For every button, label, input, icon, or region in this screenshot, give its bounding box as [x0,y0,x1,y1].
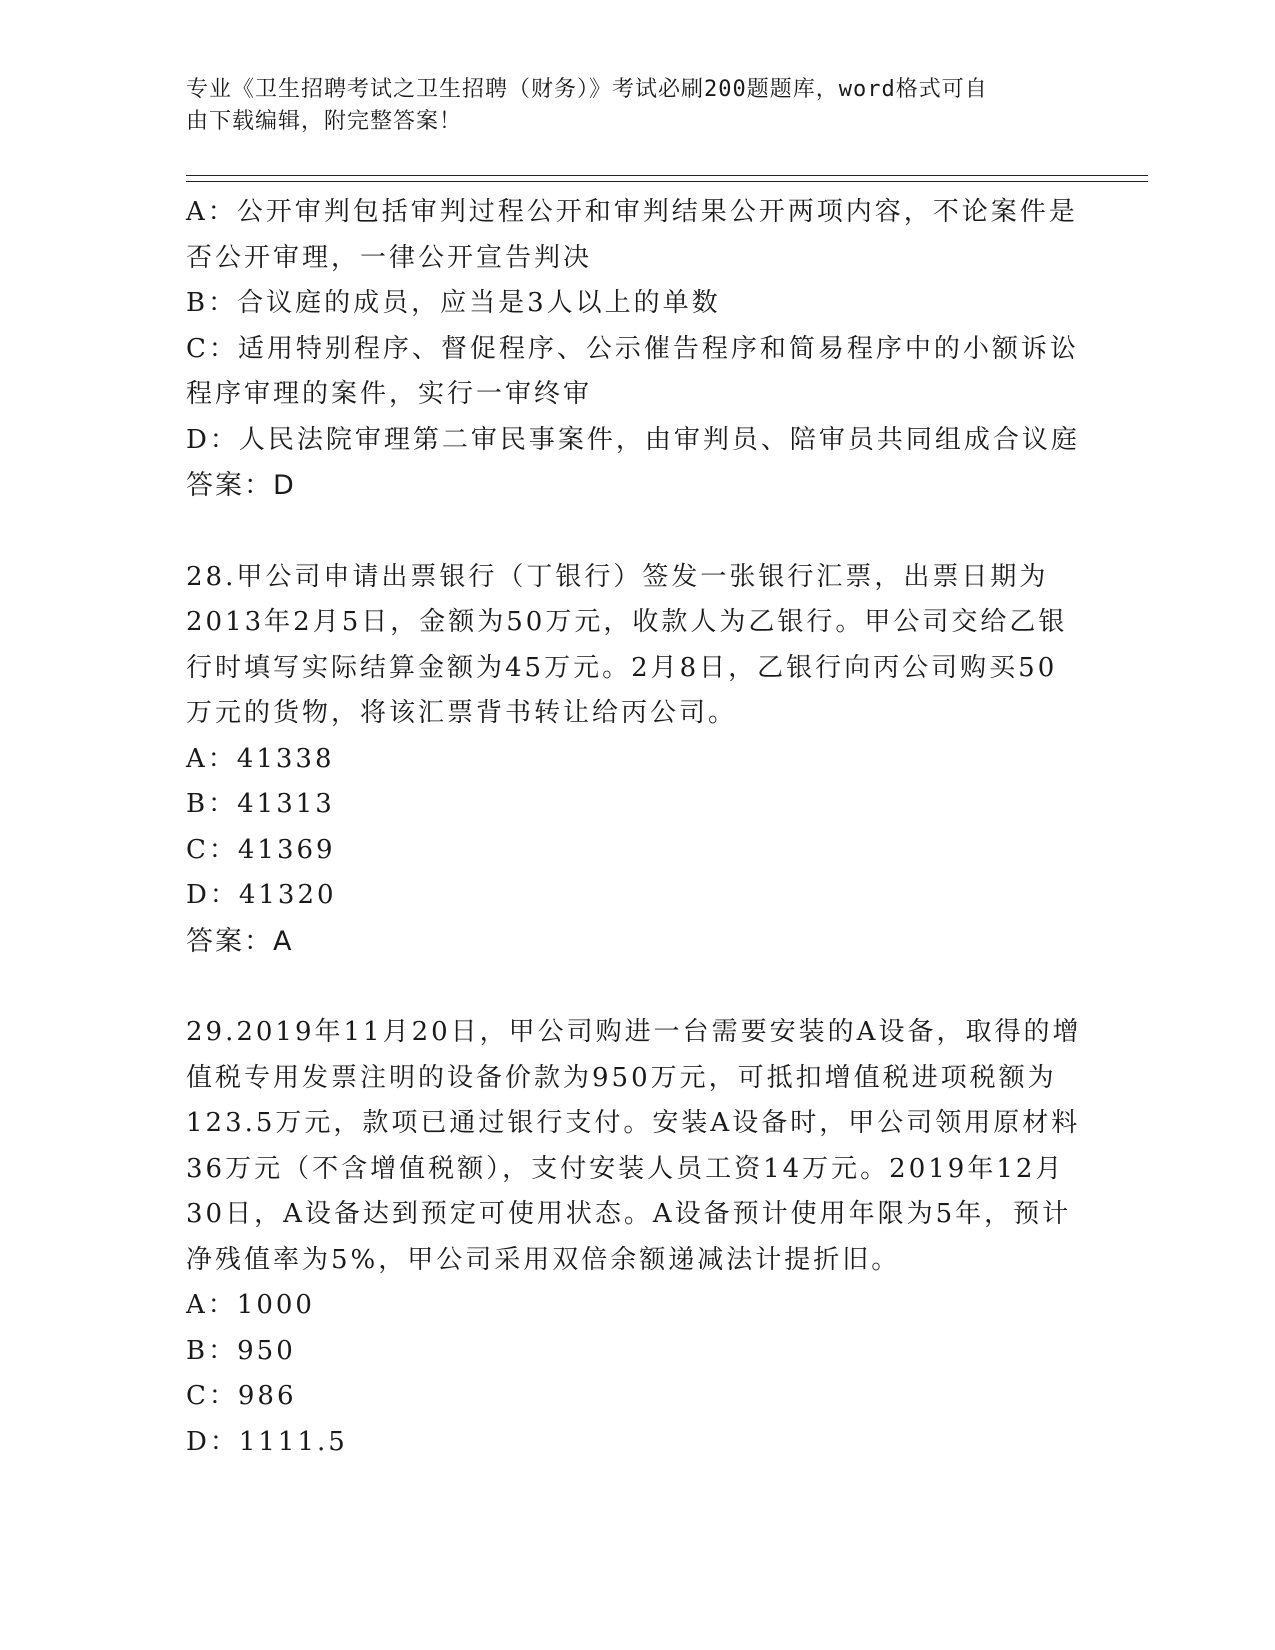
question-27 [186,190,1080,509]
question-text: 28.甲公司申请出票银行（丁银行）签发一张银行汇票，出票日期为 [186,561,1049,592]
option-d: D：1111.5 [186,1426,348,1457]
header-divider [186,175,1148,176]
question-text: 行时填写实际结算金额为45万元。2月8日，乙银行向丙公司购买50 [186,652,1058,683]
option-b: B：41313 [186,789,335,819]
header-line: 专业《卫生招聘考试之卫生招聘（财务）》考试必刷200题题库，word格式可自 [186,77,988,102]
question-text: 净残值率为5%，甲公司采用双倍余额递减法计提折旧。 [186,1244,901,1275]
header-divider [186,181,1148,182]
option-c: C：41369 [186,834,336,865]
question-text: 万元的货物，将该汇票背书转让给丙公司。 [186,698,738,728]
document-body [186,190,1082,1465]
option-c-cont: 程序审理的案件，实行一审终审 [186,379,593,409]
option-a-cont: 否公开审理，一律公开宣告判决 [186,242,593,273]
question-28 [186,555,1066,965]
header-line: 由下载编辑，附完整答案！ [186,109,463,134]
option-c: C：适用特别程序、督促程序、公示催告程序和简易程序中的小额诉讼 [186,333,1079,364]
option-b: B：合议庭的成员，应当是3人以上的单数 [186,288,721,318]
answer: 答案：A [186,925,294,957]
question-text: 值税专用发票注明的设备价款为950万元，可抵扣增值税进项税额为 [186,1062,1057,1093]
question-text: 123.5万元，款项已通过银行支付。安装A设备时，甲公司领用原材料 [186,1108,1081,1138]
document-header [186,74,1066,138]
question-text: 30日，A设备达到预定可使用状态。A设备预计使用年限为5年，预计 [186,1199,1072,1229]
question-29 [186,1010,1082,1465]
option-c: C：986 [186,1381,297,1411]
option-d: D：人民法院审理第二审民事案件，由审判员、陪审员共同组成合议庭 [186,424,1080,455]
option-d: D：41320 [186,880,337,910]
option-a: A：公开审判包括审判过程公开和审判结果公开两项内容，不论案件是 [186,197,1078,227]
option-b: B：950 [186,1335,296,1366]
option-a: A：1000 [186,1290,315,1320]
question-text: 29.2019年11月20日，甲公司购进一台需要安装的A设备，取得的增 [186,1017,1082,1047]
option-a: A：41338 [186,743,335,774]
question-text: 2013年2月5日，金额为50万元，收款人为乙银行。甲公司交给乙银 [186,607,1068,637]
question-text: 36万元（不含增值税额），支付安装人员工资14万元。2019年12月 [186,1153,1065,1184]
answer: 答案：D [186,470,296,501]
